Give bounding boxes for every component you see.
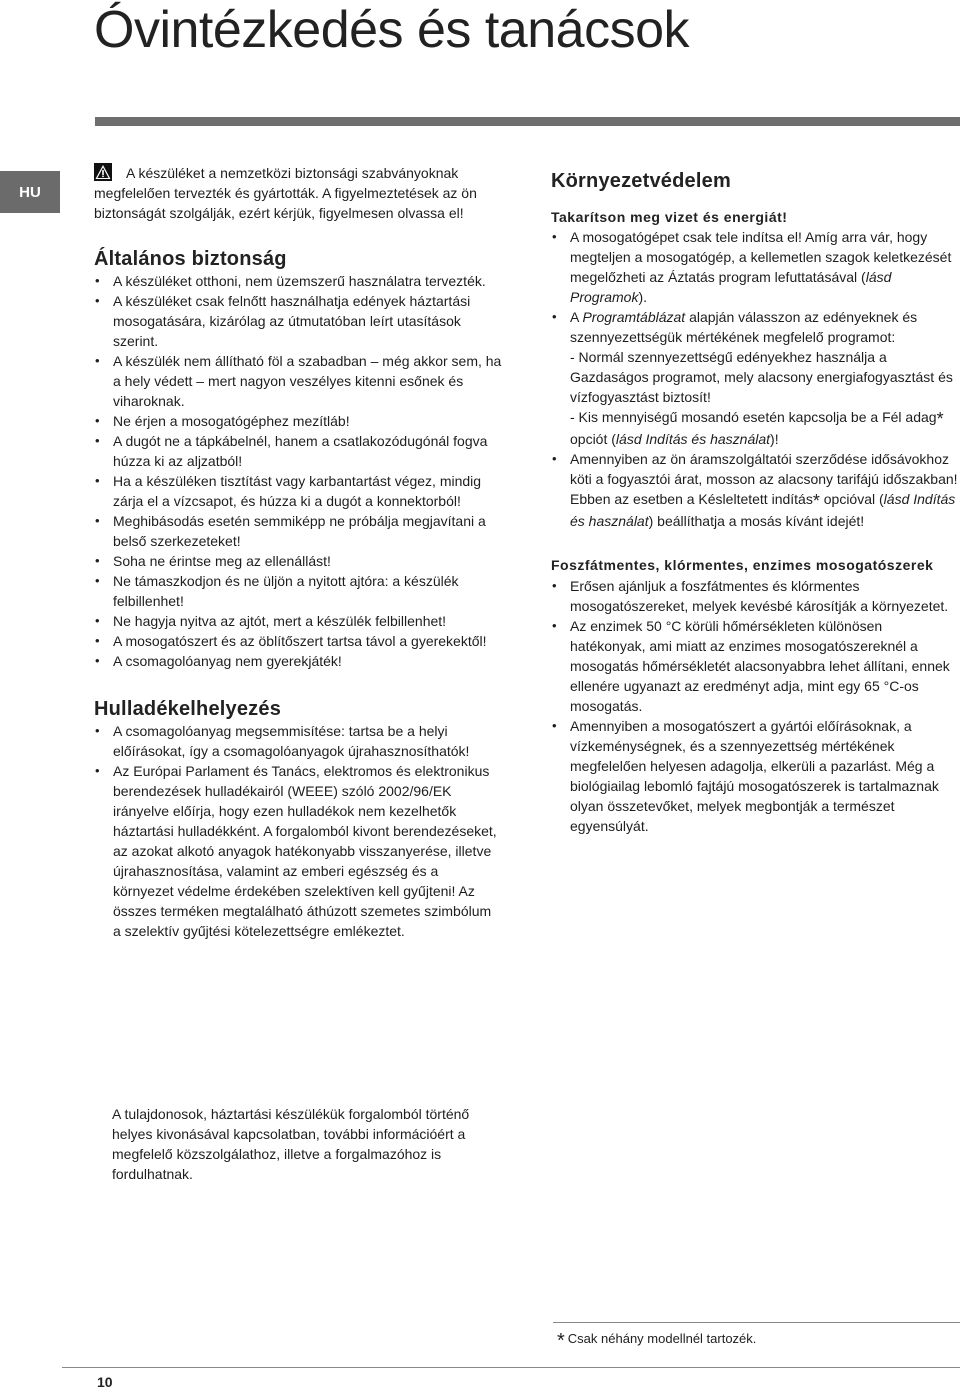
- save-water-heading: Takarítson meg vizet és energiát!: [551, 209, 788, 225]
- footnote-divider: [553, 1322, 960, 1323]
- save-item2-normal: - Normál szennyezettségű edényekhez használja a Gazdaságos programot, mely alacsony energiafogyasztást és vízfogyasztást biztosít!: [570, 349, 953, 405]
- list-item: • A készüléket csak felnőtt használhatja edények háztartási mosogatására, kizárólag az útmutatóban leírt utasítások szerint.: [94, 291, 502, 351]
- title-underline-bar: [95, 117, 960, 126]
- save-item2-half: - Kis mennyiségű mosandó esetén kapcsolja be a Fél adag: [570, 409, 937, 425]
- intro-text: A készüléket a nemzetközi biztonsági szabványoknak megfelelően tervezték és gyártották. A figyelmeztetések az ön biztonságát szolgálják, ezért kérjük, figyelmesen olvassa el!: [94, 165, 477, 221]
- list-item: • A készüléket otthoni, nem üzemszerű használatra tervezték.: [94, 271, 502, 291]
- footnote-star: *: [812, 491, 820, 511]
- list-item: • Ha a készüléken tisztítást vagy karbantartást végez, mindig zárja el a vízcsapot, és húzza ki a dugót a konnektorból!: [94, 471, 502, 511]
- save-item2-text: A: [570, 309, 583, 325]
- save-item3-text: Amennyiben az ön áramszolgáltatói szerződése idősávokhoz köti a fogyasztói árat, mosson az alacsony tarifájú időszakban! Ebben az esetben a Késleltetett indítás: [570, 451, 958, 507]
- save-item2-ref: Programtáblázat: [582, 309, 686, 325]
- save-item2-end: )!: [770, 431, 779, 447]
- language-tab: HU: [0, 171, 60, 213]
- footnote-star: *: [936, 409, 944, 429]
- list-item: • A mosogatószert és az öblítőszert tartsa távol a gyerekektől!: [94, 631, 502, 651]
- page-number: 10: [97, 1374, 113, 1390]
- detergent-heading: Foszfátmentes, klórmentes, enzimes mosogatószerek: [551, 557, 934, 573]
- list-item: [551, 307, 959, 449]
- list-item: • A csomagolóanyag megsemmisítése: tartsa be a helyi előírásokat, így a csomagolóanyagok újrahasznosíthatók!: [94, 721, 502, 761]
- left-column: [94, 163, 502, 941]
- list-item: • Az enzimek 50 °C körüli hőmérsékleten különösen hatékonyak, ami miatt az enzimes mosogatószereknél a mosogatás hőmérsékletét alacsonyabbra lehet állítani, ennek ellenére ugyanazt az eredményt adja, mint egy 65 °C-os mosogatás.: [551, 616, 959, 716]
- disposal-list: [94, 721, 502, 941]
- disposal-heading: Hulladékelhelyezés: [94, 698, 282, 720]
- footnote-text: Csak néhány modellnél tartozék.: [567, 1331, 757, 1346]
- list-item: • Meghibásodás esetén semmiképp ne próbálja megjavítani a belső szerkezeteket!: [94, 511, 502, 551]
- save-item2-ref2: lásd Indítás és használat: [615, 431, 771, 447]
- closing-paragraph: A tulajdonosok, háztartási készülékük forgalomból történő helyes kivonásával kapcsolatban, további információért a megfelelő közszolgálathoz, illetve a forgalmazóhoz is fordulhatnak.: [112, 1106, 470, 1182]
- environment-heading: Környezetvédelem: [551, 170, 731, 192]
- page-title: Óvintézkedés és tanácsok: [94, 1, 689, 59]
- list-item: [551, 449, 959, 531]
- save-item1-end: ).: [638, 289, 648, 305]
- list-item: • Ne érjen a mosogatógéphez mezítláb!: [94, 411, 502, 431]
- footnote: [557, 1330, 756, 1353]
- detergent-list: [551, 576, 959, 836]
- list-item: • Erősen ajánljuk a foszfátmentes és klórmentes mosogatószereket, melyek kevésbé károsítják a környezetet.: [551, 576, 959, 616]
- save-item1-text: A mosogatógépet csak tele indítsa el! Amíg arra vár, hogy megteljen a mosogatógép, a kellemetlen szagok keletkezését megelőzheti az Áztatás program lefuttatásával (: [570, 229, 952, 285]
- list-item: • A dugót ne a tápkábelnél, hanem a csatlakozódugónál fogva húzza ki az aljzatból!: [94, 431, 502, 471]
- save-item2-opt: opciót (: [570, 431, 616, 447]
- save-item3-ref: lásd Indítás és használat: [570, 491, 956, 529]
- safety-heading: Általános biztonság: [94, 248, 287, 270]
- save-item3-opt: opcióval (: [819, 491, 884, 507]
- list-item: • Amennyiben a mosogatószert a gyártói előírásoknak, a vízkeménységnek, és a szennyezettség mértékének megfelelően helyesen adagolja, elkerüli a pazarlást. Még a biológiailag lebomló fajtájú mosogatószerek is tartalmaznak olyan összetevőket, melyek megbontják a természet egyensúlyát.: [551, 716, 959, 836]
- list-item: • A készülék nem állítható föl a szabadban – még akkor sem, ha a hely védett – mert nagyon veszélyes kitenni esőnek és viharoknak.: [94, 351, 502, 411]
- list-item: • Soha ne érintse meg az ellenállást!: [94, 551, 502, 571]
- safety-list: [94, 271, 502, 671]
- footnote-star: *: [557, 1330, 565, 1352]
- warning-triangle-icon: [94, 163, 112, 181]
- footer-divider: [62, 1367, 960, 1368]
- intro-paragraph: [94, 163, 502, 223]
- save-list: [551, 227, 959, 531]
- list-item: [551, 227, 959, 307]
- right-column: [551, 163, 959, 836]
- list-item: • Ne támaszkodjon és ne üljön a nyitott ajtóra: a készülék felbillenhet!: [94, 571, 502, 611]
- list-item: • Az Európai Parlament és Tanács, elektromos és elektronikus berendezések hulladékairól (WEEE) szóló 2002/96/EK irányelve előírja, hogy ezen hulladékok nem kezelhetők háztartási hulladékként. A forgalomból kivont berendezéseket, az azokat alkotó anyagok hatékonyabb visszanyerése, illetve újrahasznosítása, valamint az emberi egészség és a környezet védelme érdekében szelektíven kell gyűjteni! Az összes terméken megtalálható áthúzott szemetes szimbólum a szelektív gyűjtési kötelezettségre emlékeztet.: [94, 761, 502, 941]
- save-item1-ref: lásd Programok: [570, 269, 892, 305]
- list-item: • Ne hagyja nyitva az ajtót, mert a készülék felbillenhet!: [94, 611, 502, 631]
- save-item3-end: ) beállíthatja a mosás kívánt idejét!: [648, 513, 865, 529]
- save-item2-text2: alapján válasszon az edényeknek és szennyezettségük mértékének megfelelő programot:: [570, 309, 918, 345]
- list-item: • A csomagolóanyag nem gyerekjáték!: [94, 651, 502, 671]
